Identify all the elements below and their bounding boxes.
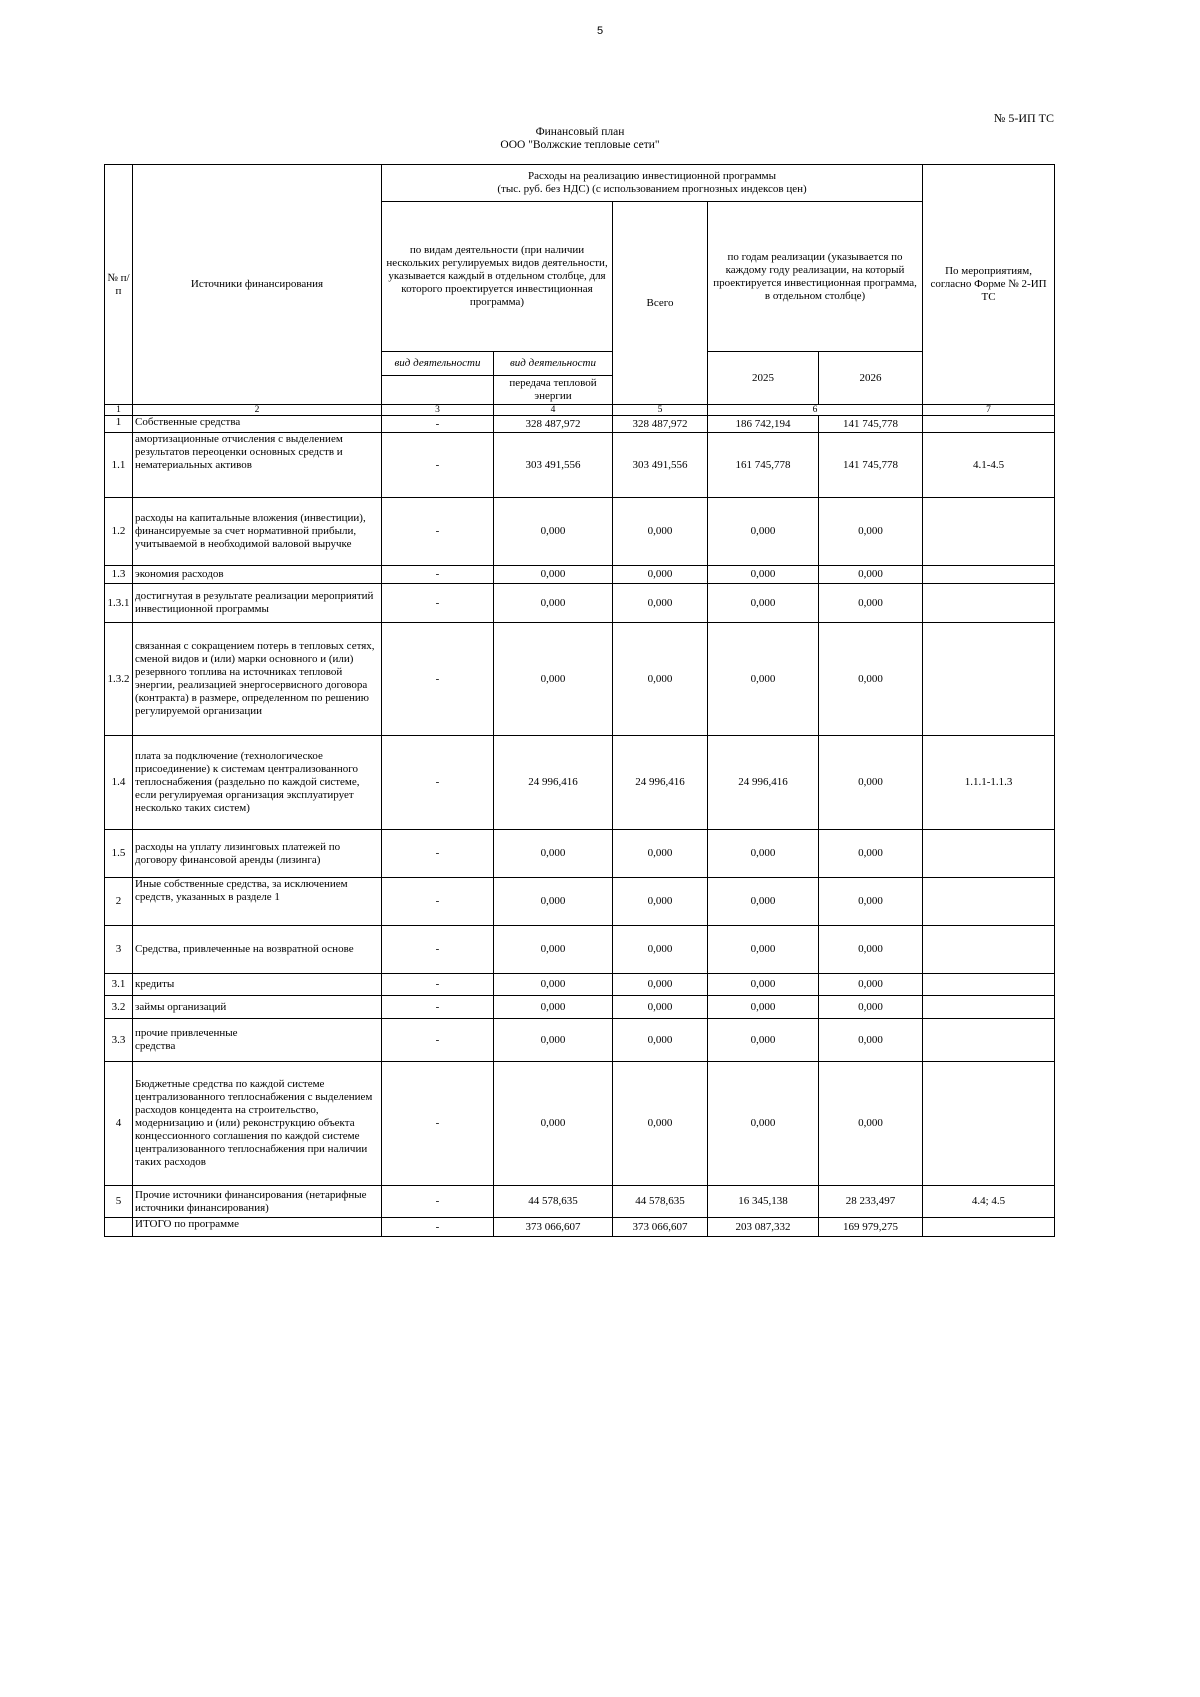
- row-year-2026: 169 979,275: [819, 1218, 923, 1237]
- row-year-2025: 16 345,138: [708, 1186, 819, 1218]
- row-source: прочие привлеченные средства: [133, 1019, 382, 1062]
- row-source: кредиты: [133, 974, 382, 996]
- row-source: связанная с сокращением потерь в тепловых сетях, сменой видов и (или) марки основного и (или) резервного топлива на источниках тепловой энергии, реализацией энергосервисного договора (контракта) в размере, определенном по решению регулируемой организации: [133, 623, 382, 736]
- header-activity-type-2: вид деятельности: [494, 352, 613, 376]
- header-expenses-line2: (тыс. руб. без НДС) (с использованием прогнозных индексов цен): [497, 183, 807, 195]
- row-year-2025: 186 742,194: [708, 416, 819, 433]
- row-activity-2: 0,000: [494, 584, 613, 623]
- row-activity-2: 44 578,635: [494, 1186, 613, 1218]
- row-num: 3.3: [105, 1019, 133, 1062]
- row-activity-2: 328 487,972: [494, 416, 613, 433]
- column-index-row: [105, 405, 1055, 416]
- row-year-2025: 0,000: [708, 1062, 819, 1186]
- row-year-2026: 0,000: [819, 623, 923, 736]
- row-source: амортизационные отчисления с выделением результатов переоценки основных средств и нематериальных активов: [133, 433, 382, 498]
- table-row: [105, 926, 1055, 974]
- row-num: [105, 1218, 133, 1237]
- row-year-2026: 0,000: [819, 926, 923, 974]
- header-activity-name-1: [382, 376, 494, 405]
- row-activity-2: 0,000: [494, 926, 613, 974]
- header-activity-name-2: передача тепловой энергии: [494, 376, 613, 405]
- table-row: [105, 996, 1055, 1019]
- row-activity-2: 0,000: [494, 498, 613, 566]
- row-num: 1.3: [105, 566, 133, 584]
- row-year-2025: 0,000: [708, 498, 819, 566]
- row-activity-1: -: [382, 926, 494, 974]
- row-total: 0,000: [613, 830, 708, 878]
- row-activity-2: 0,000: [494, 974, 613, 996]
- row-num: 1.2: [105, 498, 133, 566]
- row-year-2026: 0,000: [819, 584, 923, 623]
- row-num: 1.4: [105, 736, 133, 830]
- form-number: № 5-ИП ТС: [993, 111, 1054, 125]
- row-num: 3.2: [105, 996, 133, 1019]
- row-total: 0,000: [613, 926, 708, 974]
- row-year-2026: 0,000: [819, 1062, 923, 1186]
- row-total: 0,000: [613, 1019, 708, 1062]
- table-row: [105, 736, 1055, 830]
- row-measures: 1.1.1-1.1.3: [923, 736, 1055, 830]
- row-source: ИТОГО по программе: [133, 1218, 382, 1237]
- row-activity-2: 373 066,607: [494, 1218, 613, 1237]
- row-total: 0,000: [613, 996, 708, 1019]
- row-year-2026: 0,000: [819, 996, 923, 1019]
- row-measures: [923, 974, 1055, 996]
- column-index: 5: [613, 405, 708, 416]
- financial-plan-table: [104, 164, 1055, 1237]
- table-row: [105, 878, 1055, 926]
- header-sources: Источники финансирования: [133, 165, 382, 405]
- row-activity-2: 0,000: [494, 566, 613, 584]
- row-activity-2: 24 996,416: [494, 736, 613, 830]
- row-total: 328 487,972: [613, 416, 708, 433]
- row-source: плата за подключение (технологическое присоединение) к системам централизованного теплоснабжения (раздельно по каждой системе, если регулируемая организация эксплуатирует несколько таких систем): [133, 736, 382, 830]
- header-year-2025: 2025: [708, 352, 819, 405]
- row-measures: [923, 584, 1055, 623]
- row-activity-1: -: [382, 433, 494, 498]
- row-measures: [923, 1218, 1055, 1237]
- row-activity-1: -: [382, 1062, 494, 1186]
- header-year-2026: 2026: [819, 352, 923, 405]
- row-total: 373 066,607: [613, 1218, 708, 1237]
- row-year-2026: 28 233,497: [819, 1186, 923, 1218]
- column-index: 4: [494, 405, 613, 416]
- row-year-2026: 0,000: [819, 498, 923, 566]
- row-total: 0,000: [613, 878, 708, 926]
- row-total: 0,000: [613, 974, 708, 996]
- column-index: 7: [923, 405, 1055, 416]
- row-measures: 4.4; 4.5: [923, 1186, 1055, 1218]
- row-num: 3.1: [105, 974, 133, 996]
- row-num: 1.1: [105, 433, 133, 498]
- header-by-activity: по видам деятельности (при наличии нескольких регулируемых видов деятельности, указывается каждый в отдельном столбце, для которого проектируется инвестиционная программа): [382, 202, 613, 352]
- table-row: [105, 584, 1055, 623]
- table-row: [105, 830, 1055, 878]
- row-year-2025: 0,000: [708, 926, 819, 974]
- row-measures: [923, 498, 1055, 566]
- row-total: 0,000: [613, 1062, 708, 1186]
- row-activity-1: -: [382, 974, 494, 996]
- row-source: займы организаций: [133, 996, 382, 1019]
- row-activity-1: -: [382, 1186, 494, 1218]
- row-activity-2: 0,000: [494, 1019, 613, 1062]
- row-activity-1: -: [382, 830, 494, 878]
- column-index: 6: [708, 405, 923, 416]
- row-measures: [923, 623, 1055, 736]
- row-source: Иные собственные средства, за исключением средств, указанных в разделе 1: [133, 878, 382, 926]
- row-measures: [923, 1019, 1055, 1062]
- row-num: 2: [105, 878, 133, 926]
- row-activity-1: -: [382, 623, 494, 736]
- row-total: 0,000: [613, 498, 708, 566]
- table-row: [105, 1019, 1055, 1062]
- row-total: 44 578,635: [613, 1186, 708, 1218]
- row-year-2026: 141 745,778: [819, 433, 923, 498]
- column-index: 1: [105, 405, 133, 416]
- row-year-2025: 203 087,332: [708, 1218, 819, 1237]
- row-activity-1: -: [382, 878, 494, 926]
- table-row: [105, 416, 1055, 433]
- row-total: 0,000: [613, 623, 708, 736]
- row-year-2025: 0,000: [708, 584, 819, 623]
- row-activity-1: -: [382, 498, 494, 566]
- table-row: [105, 1062, 1055, 1186]
- row-measures: [923, 1062, 1055, 1186]
- row-activity-2: 0,000: [494, 623, 613, 736]
- row-year-2025: 0,000: [708, 878, 819, 926]
- header-activity-type-1: вид деятельности: [382, 352, 494, 376]
- row-year-2026: 0,000: [819, 878, 923, 926]
- table-row: [105, 433, 1055, 498]
- row-num: 1: [105, 416, 133, 433]
- row-num: 3: [105, 926, 133, 974]
- row-activity-2: 0,000: [494, 830, 613, 878]
- row-measures: 4.1-4.5: [923, 433, 1055, 498]
- header-by-years: по годам реализации (указывается по каждому году реализации, на который проектируется инвестиционная программа, в отдельном столбце): [708, 202, 923, 352]
- row-source: расходы на уплату лизинговых платежей по договору финансовой аренды (лизинга): [133, 830, 382, 878]
- row-source: экономия расходов: [133, 566, 382, 584]
- row-year-2026: 0,000: [819, 736, 923, 830]
- row-measures: [923, 566, 1055, 584]
- row-source: Средства, привлеченные на возвратной основе: [133, 926, 382, 974]
- row-year-2025: 0,000: [708, 566, 819, 584]
- row-year-2026: 0,000: [819, 974, 923, 996]
- row-year-2025: 24 996,416: [708, 736, 819, 830]
- column-index: 3: [382, 405, 494, 416]
- document-title-line1: Финансовый план: [535, 126, 625, 138]
- row-measures: [923, 830, 1055, 878]
- row-measures: [923, 996, 1055, 1019]
- row-source: расходы на капитальные вложения (инвестиции), финансируемые за счет нормативной прибыли, учитываемой в необходимой валовой выручке: [133, 498, 382, 566]
- document-title: [0, 126, 1160, 152]
- row-activity-2: 0,000: [494, 878, 613, 926]
- row-activity-2: 0,000: [494, 996, 613, 1019]
- row-activity-1: -: [382, 1019, 494, 1062]
- row-year-2026: 0,000: [819, 566, 923, 584]
- row-year-2025: 0,000: [708, 996, 819, 1019]
- row-source: Прочие источники финансирования (нетарифные источники финансирования): [133, 1186, 382, 1218]
- row-total: 0,000: [613, 566, 708, 584]
- row-activity-1: -: [382, 736, 494, 830]
- table-row: [105, 623, 1055, 736]
- row-year-2025: 0,000: [708, 623, 819, 736]
- row-num: 1.5: [105, 830, 133, 878]
- header-total: Всего: [613, 202, 708, 405]
- header-expenses: [382, 165, 923, 202]
- page-number: 5: [596, 25, 604, 37]
- row-total: 303 491,556: [613, 433, 708, 498]
- row-activity-1: -: [382, 1218, 494, 1237]
- header-expenses-line1: Расходы на реализацию инвестиционной программы: [528, 170, 777, 182]
- row-activity-1: -: [382, 584, 494, 623]
- table-row: [105, 566, 1055, 584]
- row-num: 1.3.2: [105, 623, 133, 736]
- table-row: [105, 1186, 1055, 1218]
- row-total: 24 996,416: [613, 736, 708, 830]
- row-num: 4: [105, 1062, 133, 1186]
- row-activity-2: 0,000: [494, 1062, 613, 1186]
- table-row: [105, 974, 1055, 996]
- document-title-line2: ООО "Волжские тепловые сети": [500, 139, 660, 151]
- row-source: Собственные средства: [133, 416, 382, 433]
- row-activity-1: -: [382, 416, 494, 433]
- row-source: Бюджетные средства по каждой системе централизованного теплоснабжения с выделением расходов концедента на строительство, модернизацию и (или) реконструкцию объекта концессионного соглашения по каждой системе централизованного теплоснабжения при наличии таких расходов: [133, 1062, 382, 1186]
- table-row-total: [105, 1218, 1055, 1237]
- row-num: 1.3.1: [105, 584, 133, 623]
- row-measures: [923, 416, 1055, 433]
- row-year-2025: 0,000: [708, 1019, 819, 1062]
- row-year-2025: 0,000: [708, 830, 819, 878]
- table-row: [105, 498, 1055, 566]
- header-by-measures: По мероприятиям, согласно Форме № 2-ИП ТС: [923, 165, 1055, 405]
- row-year-2026: 141 745,778: [819, 416, 923, 433]
- row-activity-2: 303 491,556: [494, 433, 613, 498]
- row-measures: [923, 926, 1055, 974]
- row-year-2025: 0,000: [708, 974, 819, 996]
- row-year-2026: 0,000: [819, 830, 923, 878]
- row-source: достигнутая в результате реализации мероприятий инвестиционной программы: [133, 584, 382, 623]
- row-year-2026: 0,000: [819, 1019, 923, 1062]
- row-year-2025: 161 745,778: [708, 433, 819, 498]
- row-activity-1: -: [382, 566, 494, 584]
- column-index: 2: [133, 405, 382, 416]
- row-activity-1: -: [382, 996, 494, 1019]
- header-num: № п/п: [105, 165, 133, 405]
- row-num: 5: [105, 1186, 133, 1218]
- row-measures: [923, 878, 1055, 926]
- row-total: 0,000: [613, 584, 708, 623]
